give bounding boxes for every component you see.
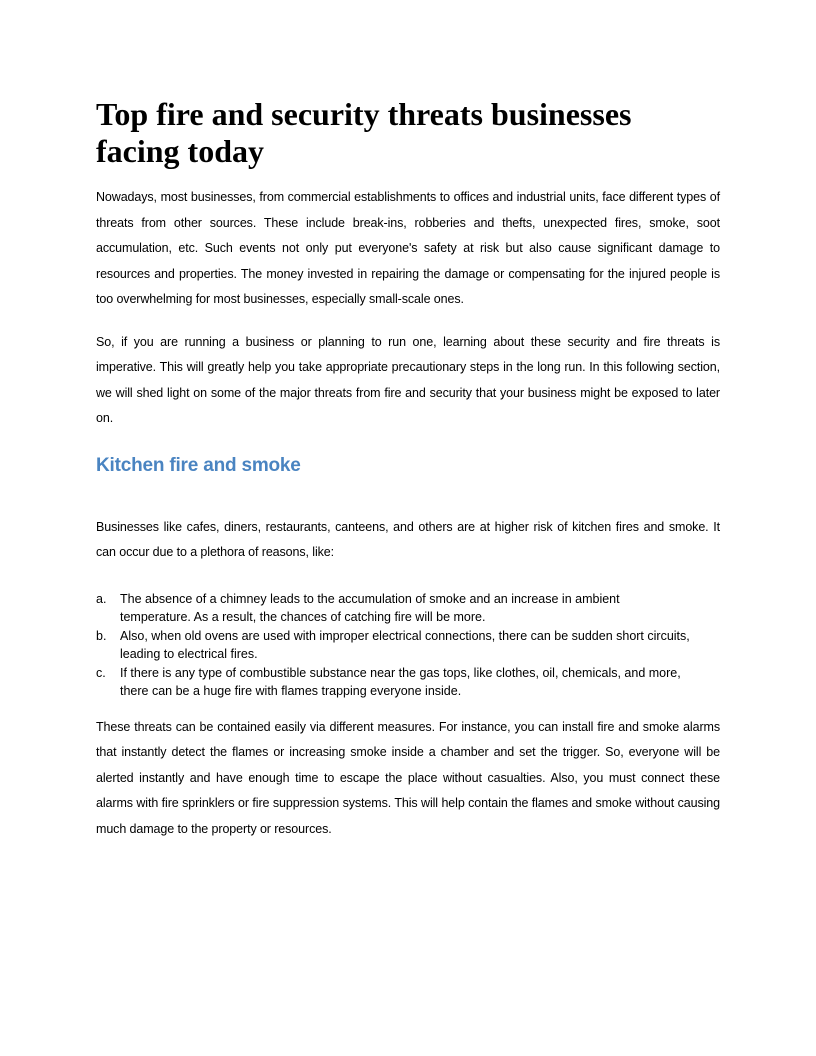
closing-paragraph: These threats can be contained easily via different measures. For instance, you can install fire and smoke alarms that instantly detect the flames or increasing smoke inside a chamber and set the trigger. So, everyone will be alerted instantly and have enough time to escape the place without casualties. Also, you must connect these alarms with fire sprinklers or fire suppression systems. This will help contain the flames and smoke without causing much damage to the property or resources. [96, 719, 720, 836]
section-heading: Kitchen fire and smoke [96, 454, 301, 476]
list-item-text: The absence of a chimney leads to the accumulation of smoke and an increase in ambient temperature. As a result, the chances of catching fire will be more. [120, 591, 620, 624]
list-item [96, 627, 720, 664]
list-item-text: If there is any type of combustible substance near the gas tops, like clothes, oil, chemicals, and more, there can be a huge fire with flames trapping everyone inside. [120, 665, 681, 698]
intro-paragraph-2: So, if you are running a business or planning to run one, learning about these security and fire threats is imperative. This will greatly help you take appropriate precautionary steps in the long run. In this following section, we will shed light on some of the major threats from fire and security that your business might be exposed to later on. [96, 334, 720, 425]
list-item-text: Also, when old ovens are used with improper electrical connections, there can be sudden short circuits, leading to electrical fires. [120, 628, 690, 661]
list-marker: a. [96, 591, 107, 606]
list-marker: b. [96, 628, 107, 643]
list-item [96, 590, 720, 627]
list-item [96, 664, 720, 701]
intro-paragraph-1: Nowadays, most businesses, from commercial establishments to offices and industrial units, face different types of threats from other sources. These include break-ins, robberies and thefts, unexpected fires, smoke, soot accumulation, etc. Such events not only put everyone's safety at risk but also cause significant damage to resources and properties. The money invested in repairing the damage or compensating for the injured people is too overwhelming for most businesses, especially small-scale ones. [96, 190, 720, 306]
page-title: Top fire and security threats businesses facing today [96, 96, 632, 169]
list-marker: c. [96, 665, 106, 680]
section-intro-paragraph: Businesses like cafes, diners, restaurants, canteens, and others are at higher risk of kitchen fires and smoke. It can occur due to a plethora of reasons, like: [96, 519, 720, 559]
reasons-list [96, 590, 720, 701]
document-page [96, 96, 720, 842]
